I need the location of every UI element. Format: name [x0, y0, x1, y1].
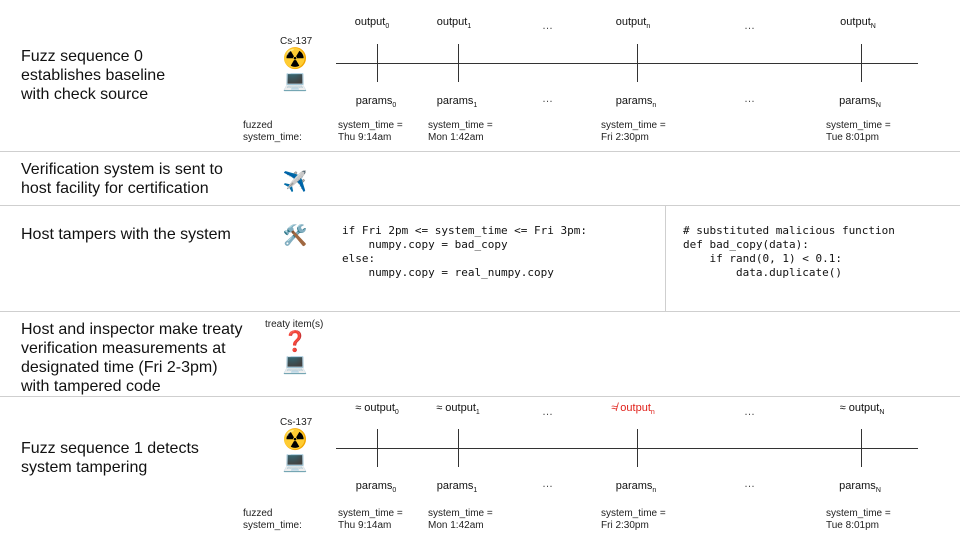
- timeline-1-tick: [458, 429, 459, 467]
- system-time-value: [826, 508, 891, 532]
- section-2-heading: [21, 225, 231, 244]
- heading-line: establishes baseline: [21, 67, 166, 84]
- tampered-output-label: ≉ output$_n$: [611, 402, 655, 416]
- timeline-1-tick: [377, 429, 378, 467]
- system-time-day: Thu 9:14am: [338, 132, 392, 143]
- fuzzed-label-line: fuzzed: [243, 120, 273, 131]
- system-time-key: system_time =: [428, 508, 493, 519]
- ellipsis: …: [744, 20, 756, 32]
- system-time-key: system_time =: [601, 120, 666, 131]
- heading-line: Host tampers with the system: [21, 226, 231, 243]
- system-time-value: [601, 508, 666, 532]
- airplane-icon: ✈️: [282, 171, 308, 193]
- section-separator: [0, 205, 960, 206]
- system-time-day: Mon 1:42am: [428, 132, 484, 143]
- output-label: ≈ output$_0$: [355, 402, 399, 416]
- section-separator: [0, 151, 960, 152]
- heading-line: Fuzz sequence 1 detects: [21, 440, 199, 457]
- heading-line: system tampering: [21, 459, 148, 476]
- system-time-day: Mon 1:42am: [428, 520, 484, 531]
- radiation-icon: ☢️: [282, 48, 308, 70]
- system-time-value: [338, 120, 403, 144]
- system-time-value: [428, 508, 493, 532]
- ellipsis: …: [542, 20, 554, 32]
- radiation-icon: ☢️: [282, 429, 308, 451]
- fuzzed-label-line: system_time:: [243, 520, 302, 531]
- system-time-day: Tue 8:01pm: [826, 132, 879, 143]
- system-time-day: Tue 8:01pm: [826, 520, 879, 531]
- system-time-value: [826, 120, 891, 144]
- timeline-0-tick: [637, 44, 638, 82]
- timeline-0-tick: [458, 44, 459, 82]
- code-divider: [665, 206, 666, 311]
- ellipsis: …: [542, 93, 554, 105]
- output-label: ≈ output$_N$: [839, 402, 885, 416]
- section-4-heading: [21, 439, 199, 477]
- system-time-key: system_time =: [826, 508, 891, 519]
- section-3-heading: [21, 320, 242, 396]
- timeline-0-axis: [336, 63, 918, 64]
- section-separator: [0, 396, 960, 397]
- params-label: params$_0$: [355, 95, 397, 109]
- system-time-key: system_time =: [428, 120, 493, 131]
- heading-line: designated time (Fri 2-3pm): [21, 359, 218, 376]
- output-label: output$_N$: [840, 16, 876, 30]
- params-label: params$_1$: [436, 480, 478, 494]
- laptop-icon: 💻: [282, 451, 308, 473]
- system-time-day: Thu 9:14am: [338, 520, 392, 531]
- fuzzed-label-line: fuzzed: [243, 508, 273, 519]
- params-label: params$_N$: [839, 95, 881, 109]
- system-time-value: [338, 508, 403, 532]
- params-label: params$_n$: [615, 95, 657, 109]
- heading-line: with check source: [21, 86, 149, 103]
- question-icon: ❓: [282, 331, 308, 353]
- malicious-function-code-block: # substituted malicious function def bad_copy(data): if rand(0, 1) < 0.1: data.duplicate(): [683, 224, 895, 279]
- system-time-key: system_time =: [601, 508, 666, 519]
- section-1-heading: [21, 160, 223, 198]
- ellipsis: …: [744, 406, 756, 418]
- timeline-1-tick: [637, 429, 638, 467]
- section-0-heading: [21, 47, 165, 104]
- heading-line: Verification system is sent to: [21, 161, 223, 178]
- system-time-key: system_time =: [826, 120, 891, 131]
- heading-line: Fuzz sequence 0: [21, 48, 143, 65]
- params-label: params$_N$: [839, 480, 881, 494]
- ellipsis: …: [542, 478, 554, 490]
- output-label: output$_0$: [354, 16, 390, 30]
- treaty-items-label: treaty item(s): [265, 319, 324, 330]
- params-label: params$_1$: [436, 95, 478, 109]
- system-time-day: Fri 2:30pm: [601, 520, 649, 531]
- section-separator: [0, 311, 960, 312]
- heading-line: with tampered code: [21, 378, 161, 395]
- output-label: ≈ output$_1$: [436, 402, 480, 416]
- fuzzed-system-time-label: [243, 120, 302, 144]
- params-label: params$_n$: [615, 480, 657, 494]
- heading-line: host facility for certification: [21, 180, 209, 197]
- ellipsis: …: [744, 93, 756, 105]
- timeline-1-axis: [336, 448, 918, 449]
- timeline-0-tick: [861, 44, 862, 82]
- system-time-value: [601, 120, 666, 144]
- ellipsis: …: [542, 406, 554, 418]
- laptop-icon: 💻: [282, 353, 308, 375]
- tamper-code-block: if Fri 2pm <= system_time <= Fri 3pm: numpy.copy = bad_copy else: numpy.copy = real_numpy.copy: [342, 224, 588, 279]
- system-time-day: Fri 2:30pm: [601, 132, 649, 143]
- timeline-0-tick: [377, 44, 378, 82]
- timeline-1-tick: [861, 429, 862, 467]
- check-source-label: Cs-137: [280, 36, 313, 47]
- system-time-key: system_time =: [338, 508, 403, 519]
- params-label: params$_0$: [355, 480, 397, 494]
- heading-line: verification measurements at: [21, 340, 226, 357]
- heading-line: Host and inspector make treaty: [21, 321, 243, 338]
- fuzzed-label-line: system_time:: [243, 132, 302, 143]
- check-source-label: Cs-137: [280, 417, 313, 428]
- system-time-value: [428, 120, 493, 144]
- laptop-icon: 💻: [282, 70, 308, 92]
- output-label: output$_1$: [436, 16, 472, 30]
- fuzzed-system-time-label: [243, 508, 302, 532]
- ellipsis: …: [744, 478, 756, 490]
- tools-icon: 🛠️: [282, 225, 308, 247]
- system-time-key: system_time =: [338, 120, 403, 131]
- output-label: output$_n$: [615, 16, 651, 30]
